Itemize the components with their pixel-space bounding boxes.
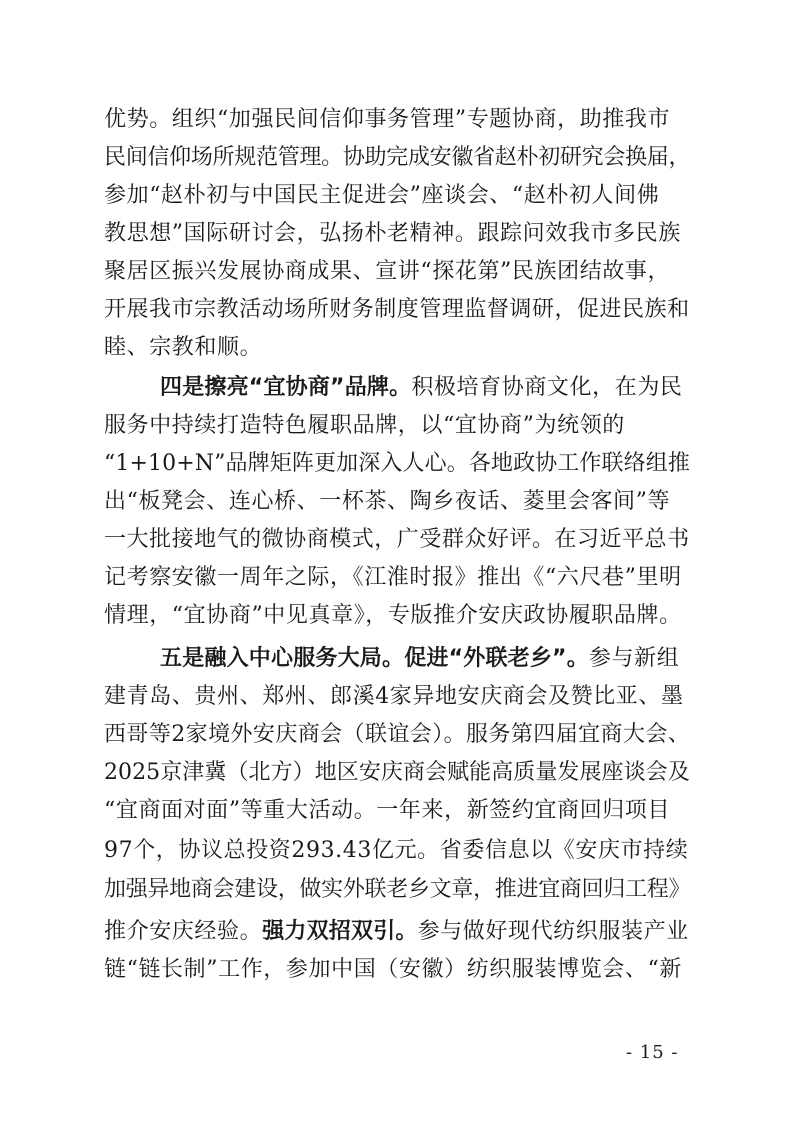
text-line: [104, 798, 670, 824]
text-line: [104, 603, 682, 629]
text-line: [104, 838, 688, 864]
text-run: 出“板凳会、连心桥、一杯茶、陶乡夜话、菱里会客间”等: [104, 489, 671, 514]
text-line: [104, 565, 682, 591]
text-line: [104, 297, 690, 323]
text-line: [104, 107, 670, 133]
text-line: [104, 957, 682, 983]
text-run: 西哥等2家境外安庆商会（联谊会）。服务第四届宜商大会、: [104, 722, 691, 747]
text-line: [104, 183, 659, 209]
text-line: [104, 451, 690, 477]
text-run: 加强异地商会建设，做实外联老乡文章，推进宜商回归工程》: [104, 877, 691, 902]
text-run: 推介安庆经验。: [104, 919, 263, 944]
text-line: [104, 527, 690, 553]
text-run: 开展我市宗教活动场所财务制度管理监督调研，促进民族和: [104, 297, 690, 322]
text-run: 积极培育协商文化，在为民: [411, 375, 683, 400]
text-run: 教思想”国际研讨会，弘扬朴老精神。跟踪问效我市多民族: [104, 221, 681, 246]
text-line: [104, 684, 684, 710]
inline-heading: 强力双招双引。: [262, 919, 418, 944]
text-run: 服务中持续打造特色履职品牌，以“宜协商”为统领的: [104, 413, 625, 438]
text-line: [104, 413, 625, 439]
text-run: 参与新组: [588, 646, 680, 671]
text-line: [104, 877, 690, 903]
text-run: 建青岛、贵州、郑州、郎溪4家异地安庆商会及赞比亚、墨: [104, 684, 684, 709]
text-line: [104, 145, 690, 171]
text-run: 记考察安徽一周年之际，《江淮时报》推出《“六尺巷”里明: [104, 565, 682, 590]
page-number: - 15 -: [626, 1042, 679, 1063]
text-run: 优势。组织“加强民间信仰事务管理”专题协商，助推我市: [104, 107, 671, 132]
text-run: 参与做好现代纺织服装产业: [417, 919, 689, 944]
text-line: [104, 489, 670, 515]
text-run: “1+10+N”品牌矩阵更加深入人心。各地政协工作联络组推: [104, 451, 691, 476]
paragraph-start-line: [160, 375, 683, 401]
text-run: “宜商面对面”等重大活动。一年来，新签约宜商回归项目: [104, 798, 671, 823]
text-line: [104, 259, 670, 285]
text-run: 聚居区振兴发展协商成果、宣讲“探花第”民族团结故事，: [104, 259, 671, 284]
text-run: 一大批接地气的微协商模式，广受群众好评。在习近平总书: [104, 527, 690, 552]
text-run: 情理，“宜协商”中见真章》，专版推介安庆政协履职品牌。: [104, 603, 682, 628]
text-run: 睦、宗教和顺。: [104, 335, 263, 360]
paragraph-heading: 五是融入中心服务大局。促进“外联老乡”。: [160, 646, 589, 671]
paragraph-heading: 四是擦亮“宜协商”品牌。: [160, 375, 412, 400]
paragraph-start-line: [160, 646, 679, 672]
text-line: [104, 221, 681, 247]
text-line: [104, 919, 689, 945]
text-run: 2025京津冀（北方）地区安庆商会赋能高质量发展座谈会及: [104, 760, 690, 785]
text-run: 民间信仰场所规范管理。协助完成安徽省赵朴初研究会换届，: [104, 145, 691, 170]
text-run: 参加“赵朴初与中国民主促进会”座谈会、“赵朴初人间佛: [104, 183, 660, 208]
text-run: 链“链长制”工作，参加中国（安徽）纺织服装博览会、“新: [104, 957, 682, 982]
text-line: [104, 335, 262, 361]
text-run: 97个，协议总投资293.43亿元。省委信息以《安庆市持续: [104, 838, 689, 863]
text-line: [104, 760, 690, 786]
text-line: [104, 722, 690, 748]
